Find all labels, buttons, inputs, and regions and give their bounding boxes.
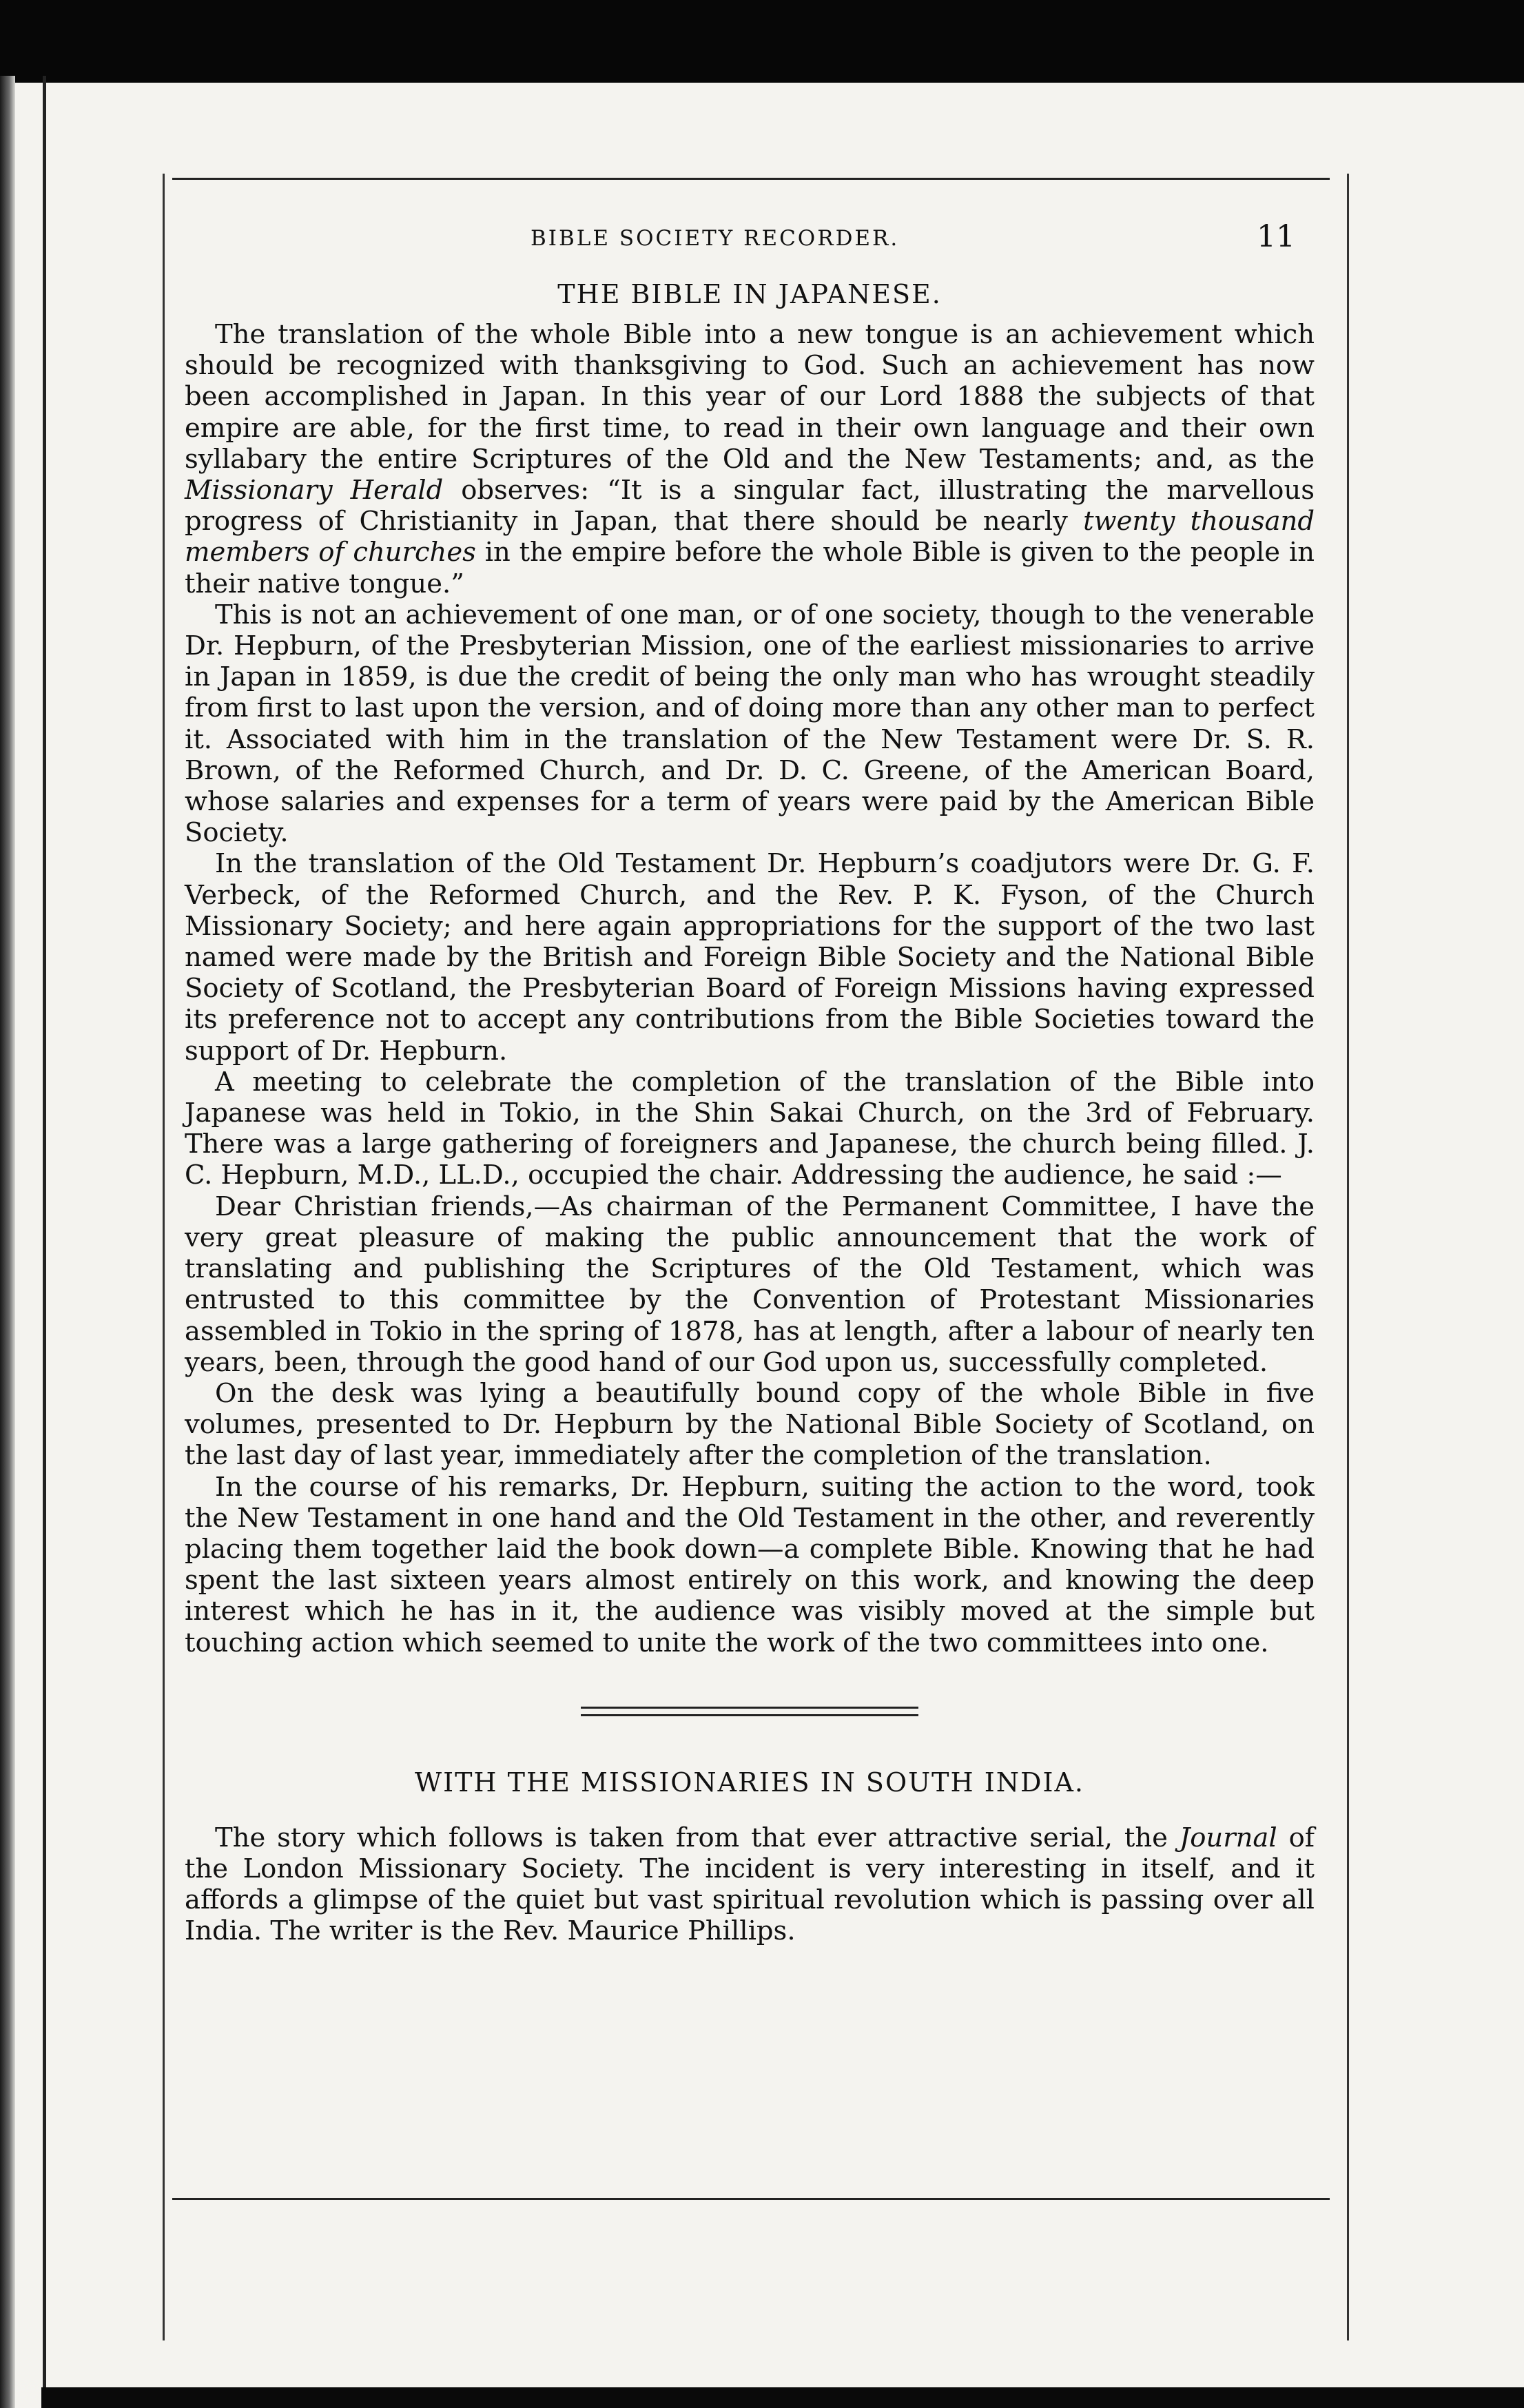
scan-top-border bbox=[0, 0, 1524, 83]
text-run: The translation of the whole Bible into a new tongue is an achievement which should be recognized with thanksgiving to God. Such an achievement has now been accomplished in Japan. In this year of our Lord 1888 the subjects of that empire are able, for the first time, to read in their own language and their own syllabary the entire Scriptures of the Old and the New Testaments; and, as the bbox=[185, 319, 1315, 475]
paragraph bbox=[185, 319, 1315, 599]
article-bible-in-japanese bbox=[185, 279, 1315, 1658]
text-run: of the London Missionary Society. The incident is very interesting in itself, and it affords a glimpse of the quiet but vast spiritual revolution which is passing over all India. The writer is the Rev. Maurice Phillips. bbox=[185, 1822, 1315, 1947]
paragraph bbox=[185, 1822, 1315, 1947]
article-title: THE BIBLE IN JAPANESE. bbox=[557, 279, 942, 309]
paragraph: In the translation of the Old Testament Dr. Hepburn’s coadjutors were Dr. G. F. Verbeck, of the Reformed Church, and the Rev. P. K. Fyson, of the Church Missionary Society; and here again appropriations for the support of the two last named were made by the British and Foreign Bible Society and the National Bible Society of Scotland, the Presbyterian Board of Foreign Missions having expressed its preference not to accept any contributions from the Bible Societies toward the support of Dr. Hepburn. bbox=[185, 848, 1315, 1067]
running-head bbox=[186, 219, 1302, 260]
paragraph: In the course of his remarks, Dr. Hepburn, suiting the action to the word, took the New Testament in one hand and the Old Testament in the other, and reverently placing them together laid the book down—a complete Bible. Knowing that he had spent the last sixteen years almost entirely on this work, and knowing the deep interest which he has in it, the audience was visibly moved at the simple but touching action which seemed to unite the work of the two committees into one. bbox=[185, 1471, 1315, 1658]
italic-run: twenty thousand members of churches bbox=[185, 506, 1315, 568]
running-title: BIBLE SOCIETY RECORDER. bbox=[531, 226, 900, 251]
text-run: observes: “It is a singular fact, illustrating the marvellous progress of Christianity in Japan, that there should be nearly bbox=[185, 475, 1315, 537]
section-divider bbox=[581, 1707, 918, 1716]
paragraph: This is not an achievement of one man, or of one society, though to the venerable Dr. Hepburn, of the Presbyterian Mission, one of the earliest missionaries to arrive in Japan in 1859, is due the credit of being the only man who has wrought steadily from first to last upon the version, and of doing more than any other man to perfect it. Associated with him in the translation of the New Testament were Dr. S. R. Brown, of the Reformed Church, and Dr. D. C. Greene, of the American Board, whose salaries and expenses for a term of years were paid by the American Bible Society. bbox=[185, 599, 1315, 849]
page-number: 11 bbox=[1257, 219, 1295, 254]
article-title: WITH THE MISSIONARIES IN SOUTH INDIA. bbox=[415, 1767, 1084, 1798]
top-rule bbox=[172, 178, 1330, 180]
article-missionaries-south-india bbox=[185, 1767, 1315, 1947]
paragraph: Dear Christian friends,—As chairman of the Permanent Committee, I have the very great pleasure of making the public announcement that the work of translating and publishing the Scriptures of the Old Testament, which was entrusted to this committee by the Convention of Protestant Missionaries assembled in Tokio in the spring of 1878, has at length, after a labour of nearly ten years, been, through the good hand of our God upon us, successfully completed. bbox=[185, 1191, 1315, 1378]
italic-run: Missionary Herald bbox=[185, 475, 444, 506]
text-run: in the empire before the whole Bible is given to the people in their native tongue.” bbox=[185, 537, 1315, 599]
text-run: The story which follows is taken from that ever attractive serial, the bbox=[215, 1822, 1180, 1853]
bottom-rule bbox=[172, 2198, 1330, 2200]
scan-binding-shadow bbox=[0, 76, 15, 2408]
scan-left-rule bbox=[43, 76, 46, 2408]
scan-bottom-border bbox=[41, 2387, 1524, 2408]
paragraph: On the desk was lying a beautifully bound copy of the whole Bible in five volumes, presented to Dr. Hepburn by the National Bible Society of Scotland, on the last day of last year, immediately after the completion of the translation. bbox=[185, 1377, 1315, 1472]
page-content bbox=[185, 279, 1315, 1947]
paragraph: A meeting to celebrate the completion of the translation of the Bible into Japanese was held in Tokio, in the Shin Sakai Church, on the 3rd of February. There was a large gathering of foreigners and Japanese, the church being filled. J. C. Hepburn, M.D., LL.D., occupied the chair. Addressing the audience, he said :— bbox=[185, 1066, 1315, 1191]
italic-run: Journal bbox=[1179, 1822, 1277, 1853]
